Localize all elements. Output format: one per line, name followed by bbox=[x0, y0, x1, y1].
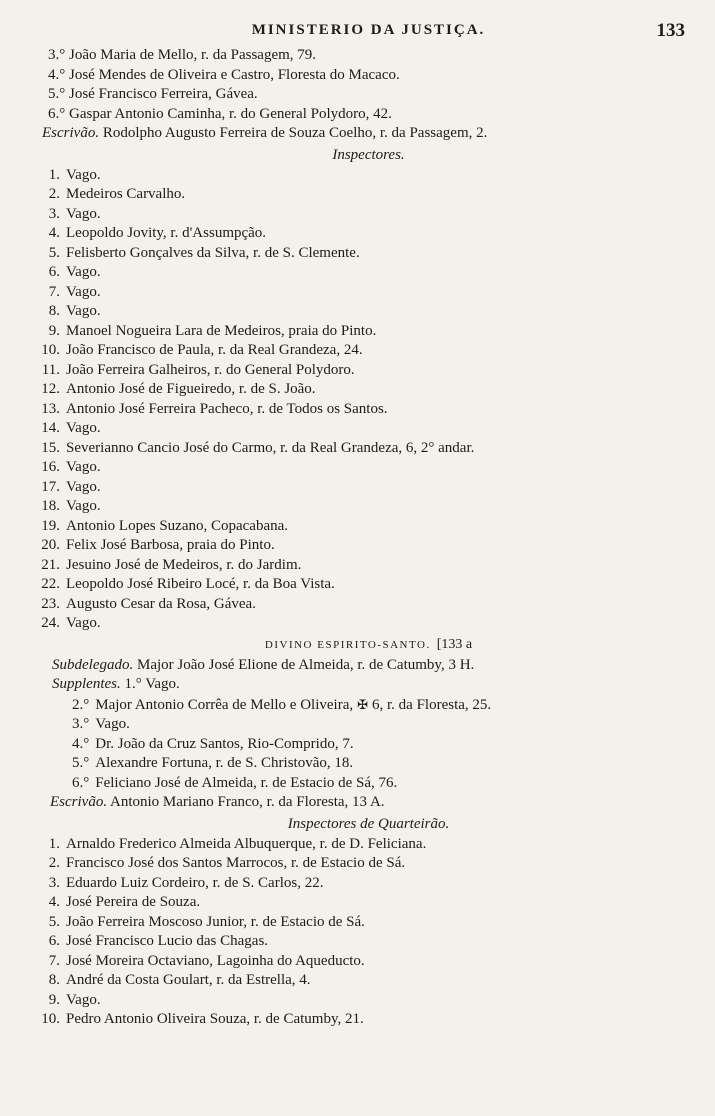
list-item bbox=[30, 971, 689, 991]
item-text: Vago. bbox=[66, 166, 101, 183]
escrivao-text: Rodolpho Augusto Ferreira de Souza Coelho, r. da Passagem, 2. bbox=[102, 125, 488, 141]
list-item bbox=[48, 695, 689, 716]
supplentes-first: 1.° Vago. bbox=[124, 676, 180, 692]
item-text: Vago. bbox=[66, 264, 101, 280]
item-number: 21. bbox=[41, 556, 60, 573]
list-item bbox=[48, 105, 689, 125]
item-text: André da Costa Goulart, r. da Estrella, 4. bbox=[66, 972, 311, 988]
item-number: 7. bbox=[48, 952, 60, 969]
item-text: Felix José Barbosa, praia do Pinto. bbox=[66, 537, 275, 553]
item-number: 6. bbox=[48, 264, 60, 280]
item-number: 6.° bbox=[48, 105, 66, 122]
list-item bbox=[30, 991, 689, 1011]
item-number: 23. bbox=[41, 595, 60, 612]
list-item bbox=[48, 735, 689, 755]
item-number: 5. bbox=[48, 913, 60, 930]
item-text: Vago. bbox=[66, 283, 101, 300]
item-text: Vago. bbox=[66, 303, 101, 319]
item-text: José Mendes de Oliveira e Castro, Floresta do Macaco. bbox=[69, 66, 400, 83]
list-item bbox=[48, 46, 689, 66]
list-item bbox=[48, 85, 689, 105]
item-number: 1. bbox=[48, 835, 60, 852]
list-item bbox=[30, 205, 689, 225]
subdelegado-entry bbox=[52, 656, 689, 676]
item-number: 8. bbox=[48, 972, 60, 988]
item-text: João Maria de Mello, r. da Passagem, 79. bbox=[69, 47, 317, 63]
item-text: Medeiros Carvalho. bbox=[66, 186, 186, 202]
item-text: Eduardo Luiz Cordeiro, r. de S. Carlos, 22. bbox=[66, 874, 324, 891]
item-text: Antonio Lopes Suzano, Copacabana. bbox=[66, 517, 289, 534]
supplentes-list bbox=[48, 695, 689, 794]
list-item bbox=[48, 715, 689, 735]
list-item bbox=[30, 185, 689, 205]
item-number: 10. bbox=[41, 342, 60, 358]
item-text: Major Antonio Corrêa de Mello e Oliveira, bbox=[95, 696, 354, 713]
section-title-text: DIVINO ESPIRITO-SANTO. bbox=[264, 638, 431, 651]
item-number: 15. bbox=[41, 439, 60, 456]
item-number: 9. bbox=[48, 322, 60, 339]
list-item bbox=[30, 1010, 689, 1030]
list-item bbox=[30, 439, 689, 459]
item-number: 11. bbox=[41, 361, 60, 378]
subdelegado-text: Major João José Elione de Almeida, r. de Catumby, 3 H. bbox=[136, 656, 475, 673]
list-item bbox=[30, 893, 689, 913]
item-text: Dr. João da Cruz Santos, Rio-Comprido, 7. bbox=[95, 735, 354, 752]
item-text: Jesuino José de Medeiros, r. do Jardim. bbox=[66, 556, 302, 573]
list-item bbox=[30, 322, 689, 342]
escrivao-entry bbox=[50, 793, 689, 813]
list-item bbox=[30, 952, 689, 972]
item-number: 18. bbox=[41, 498, 60, 514]
list-item bbox=[48, 66, 689, 86]
list-item bbox=[30, 478, 689, 498]
list-item bbox=[30, 166, 689, 186]
list-item bbox=[30, 536, 689, 556]
list-item bbox=[30, 595, 689, 615]
page-number: 133 bbox=[656, 20, 685, 41]
item-text: José Moreira Octaviano, Lagoinha do Aqueducto. bbox=[66, 952, 365, 969]
quarteirao-list bbox=[30, 835, 689, 1030]
list-item bbox=[30, 614, 689, 634]
item-text: Vago. bbox=[95, 716, 130, 732]
item-text: Francisco José dos Santos Marrocos, r. de Estacio de Sá. bbox=[66, 855, 406, 871]
list-item bbox=[30, 224, 689, 244]
item-text: João Ferreira Moscoso Junior, r. de Estacio de Sá. bbox=[66, 913, 365, 930]
list-item bbox=[30, 556, 689, 576]
list-item bbox=[30, 244, 689, 264]
item-number: 3.° bbox=[48, 47, 66, 63]
inspectores-list bbox=[30, 166, 689, 634]
item-text: Leopoldo Jovity, r. d'Assumpção. bbox=[66, 225, 267, 241]
top-list bbox=[48, 46, 689, 124]
item-number: 17. bbox=[41, 478, 60, 495]
item-text: Augusto Cesar da Rosa, Gávea. bbox=[66, 595, 256, 612]
item-number: 9. bbox=[48, 991, 60, 1008]
item-text: Feliciano José de Almeida, r. de Estacio de Sá, 76. bbox=[95, 774, 398, 791]
item-number: 2.° bbox=[72, 696, 90, 713]
list-item bbox=[30, 835, 689, 855]
item-number: 4. bbox=[48, 894, 60, 910]
section-title bbox=[48, 634, 689, 656]
item-text: Vago. bbox=[66, 478, 101, 495]
item-number: 4. bbox=[48, 225, 60, 241]
item-number: 6. bbox=[48, 933, 60, 949]
item-text: Vago. bbox=[66, 498, 101, 514]
list-item bbox=[30, 458, 689, 478]
item-number: 10. bbox=[41, 1011, 60, 1027]
item-text: João Ferreira Galheiros, r. do General Polydoro. bbox=[66, 361, 355, 378]
item-number: 2. bbox=[48, 855, 60, 871]
item-number: 7. bbox=[48, 283, 60, 300]
supplentes-entry bbox=[52, 675, 689, 695]
list-item bbox=[30, 380, 689, 400]
list-item bbox=[30, 854, 689, 874]
list-item bbox=[30, 341, 689, 361]
subdelegado-label: Subdelegado. bbox=[52, 656, 134, 673]
section-ref: [133 a bbox=[436, 636, 473, 652]
item-number: 6.° bbox=[72, 774, 90, 791]
item-text: Arnaldo Frederico Almeida Albuquerque, r. de D. Feliciana. bbox=[66, 835, 427, 852]
escrivao-label: Escrivão. bbox=[42, 125, 100, 141]
list-item bbox=[30, 361, 689, 381]
list-item bbox=[30, 400, 689, 420]
item-number: 19. bbox=[41, 517, 60, 534]
item-text: José Francisco Ferreira, Gávea. bbox=[69, 86, 258, 102]
item-number: 22. bbox=[41, 576, 60, 592]
list-item bbox=[30, 913, 689, 933]
list-item bbox=[30, 575, 689, 595]
item-number: 1. bbox=[48, 166, 60, 183]
item-number: 13. bbox=[41, 400, 60, 417]
list-item bbox=[30, 302, 689, 322]
page-header bbox=[48, 20, 689, 46]
list-item bbox=[30, 517, 689, 537]
item-text: Gaspar Antonio Caminha, r. do General Polydoro, 42. bbox=[69, 105, 392, 122]
item-number: 20. bbox=[41, 537, 60, 553]
item-number: 16. bbox=[41, 459, 60, 475]
supplentes-label: Supplentes. bbox=[52, 676, 121, 692]
item-text: João Francisco de Paula, r. da Real Grandeza, 24. bbox=[66, 342, 363, 358]
item-text: Antonio José Ferreira Pacheco, r. de Todos os Santos. bbox=[66, 400, 388, 417]
list-item bbox=[30, 419, 689, 439]
list-item bbox=[30, 497, 689, 517]
item-text: Alexandre Fortuna, r. de S. Christovão, 18. bbox=[95, 755, 354, 771]
quarteirao-heading: Inspectores de Quarteirão. bbox=[287, 815, 450, 832]
item-text: Severianno Cancio José do Carmo, r. da Real Grandeza, 6, 2° andar. bbox=[66, 439, 475, 456]
item-text: Antonio José de Figueiredo, r. de S. João. bbox=[66, 381, 316, 397]
item-text: Vago. bbox=[66, 459, 101, 475]
item-number: 3.° bbox=[72, 716, 90, 732]
inspectores-heading: Inspectores. bbox=[332, 146, 405, 163]
item-number: 5.° bbox=[72, 755, 90, 771]
list-item bbox=[30, 283, 689, 303]
item-number: 12. bbox=[41, 381, 60, 397]
item-text: Leopoldo José Ribeiro Locé, r. da Boa Vista. bbox=[66, 576, 335, 592]
item-text: Pedro Antonio Oliveira Souza, r. de Catumby, 21. bbox=[66, 1011, 364, 1027]
list-item bbox=[48, 774, 689, 794]
escrivao-label: Escrivão. bbox=[50, 794, 108, 810]
item-number: 8. bbox=[48, 303, 60, 319]
item-number: 3. bbox=[48, 205, 60, 222]
item-number: 5.° bbox=[48, 86, 66, 102]
escrivao-text: Antonio Mariano Franco, r. da Floresta, 13 A. bbox=[110, 794, 385, 810]
item-text: Vago. bbox=[66, 205, 101, 222]
item-text: José Francisco Lucio das Chagas. bbox=[66, 933, 269, 949]
list-item bbox=[30, 263, 689, 283]
list-item bbox=[48, 754, 689, 774]
item-text: José Pereira de Souza. bbox=[66, 894, 201, 910]
running-title: MINISTERIO DA JUSTIÇA. bbox=[251, 22, 486, 38]
item-text: Felisberto Gonçalves da Silva, r. de S. Clemente. bbox=[66, 244, 360, 261]
item-number: 4.° bbox=[48, 66, 66, 83]
item-number: 4.° bbox=[72, 735, 90, 752]
item-text: Vago. bbox=[66, 615, 101, 631]
escrivao-entry bbox=[42, 124, 689, 144]
list-item bbox=[30, 874, 689, 894]
item-text-continued: 6, r. da Floresta, 25. bbox=[372, 696, 492, 713]
item-text: Manoel Nogueira Lara de Medeiros, praia do Pinto. bbox=[66, 322, 377, 339]
order-cross-icon: ✠ bbox=[357, 696, 369, 712]
item-number: 3. bbox=[48, 874, 60, 891]
item-text: Vago. bbox=[66, 991, 101, 1008]
item-number: 14. bbox=[41, 420, 60, 436]
list-item bbox=[30, 932, 689, 952]
item-number: 5. bbox=[48, 244, 60, 261]
item-number: 2. bbox=[48, 186, 60, 202]
item-number: 24. bbox=[41, 615, 60, 631]
item-text: Vago. bbox=[66, 420, 101, 436]
